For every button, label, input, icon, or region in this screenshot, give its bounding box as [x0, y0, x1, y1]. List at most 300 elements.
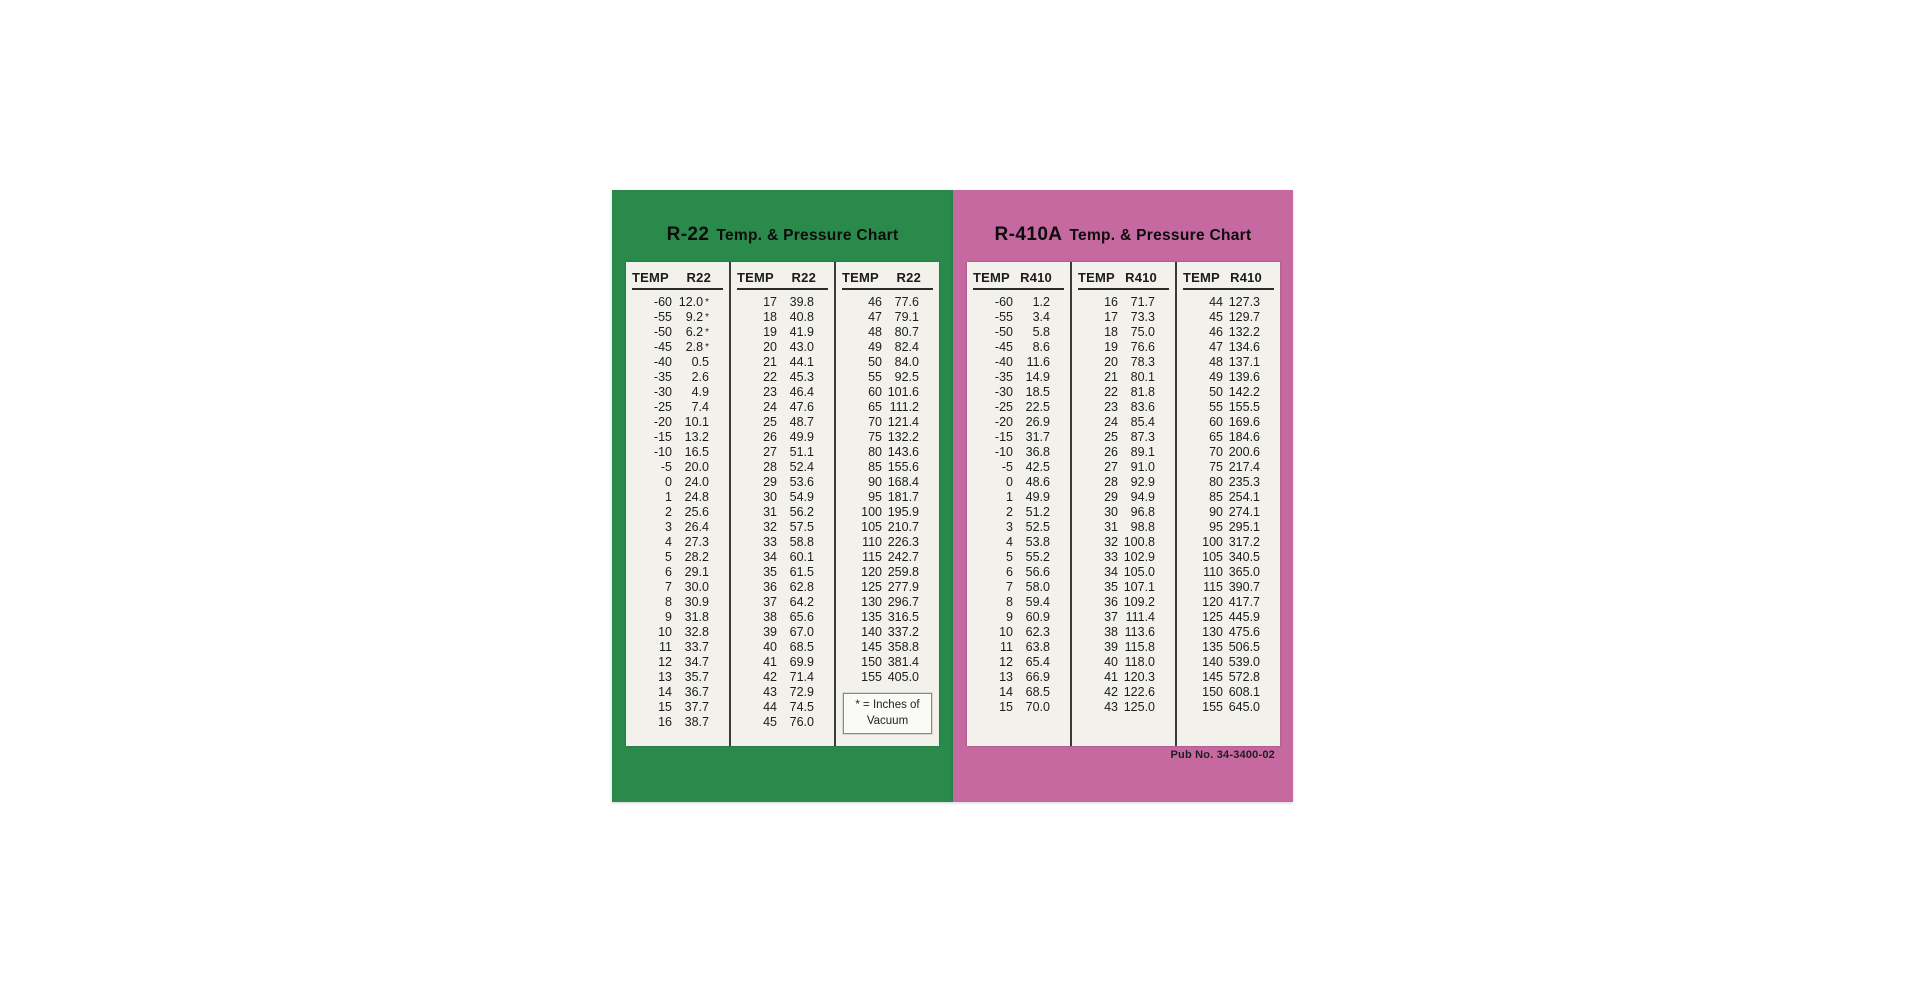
pressure-cell: 85.4: [1130, 415, 1155, 429]
table-row: [1078, 625, 1169, 640]
table-row: [632, 355, 723, 370]
temp-cell: 125: [1202, 610, 1223, 624]
pressure-cell: 76.6: [1130, 340, 1155, 354]
table-row: [973, 565, 1064, 580]
table-row: [1078, 700, 1169, 715]
table-row: [842, 445, 933, 460]
table-row: [632, 715, 723, 730]
table-row: [973, 535, 1064, 550]
pressure-cell: 41.9: [789, 325, 814, 339]
temp-cell: 22: [1104, 385, 1118, 399]
table-row: [842, 655, 933, 670]
table-row: [1183, 610, 1274, 625]
temp-cell: -15: [653, 430, 672, 444]
r410a-refrigerant-name: R-410A: [994, 224, 1063, 245]
temp-cell: -10: [653, 445, 672, 459]
table-row: [1078, 535, 1169, 550]
temp-cell: 13: [658, 670, 672, 684]
temp-cell: 33: [1104, 550, 1118, 564]
table-row: [632, 595, 723, 610]
pressure-cell: 381.4: [887, 655, 919, 669]
table-row: [842, 520, 933, 535]
table-row: [973, 625, 1064, 640]
table-row: [973, 430, 1064, 445]
r410a-column-group: [967, 262, 1070, 746]
temp-cell: 150: [1202, 685, 1223, 699]
table-row: [1183, 670, 1274, 685]
pressure-cell: 92.9: [1130, 475, 1155, 489]
table-row: [1078, 550, 1169, 565]
table-row: [632, 340, 723, 355]
table-row: [973, 610, 1064, 625]
table-row: [842, 505, 933, 520]
pressure-cell: 120.3: [1123, 670, 1155, 684]
table-row: [632, 445, 723, 460]
pressure-cell: 226.3: [887, 535, 919, 549]
table-row: [737, 430, 828, 445]
table-row: [737, 340, 828, 355]
pressure-cell: 200.6: [1228, 445, 1260, 459]
pressure-cell: 129.7: [1228, 310, 1260, 324]
temp-cell: 38: [763, 610, 777, 624]
pressure-cell: 57.5: [789, 520, 814, 534]
r22-chart-card: [612, 190, 953, 802]
pressure-cell: 49.9: [1025, 490, 1050, 504]
table-row: [1078, 460, 1169, 475]
pressure-cell: 296.7: [887, 595, 919, 609]
pressure-cell: 277.9: [887, 580, 919, 594]
pressure-cell: 105.0: [1123, 565, 1155, 579]
table-row: [973, 370, 1064, 385]
table-row: [973, 655, 1064, 670]
column-header: [1078, 268, 1169, 290]
pressure-cell: 27.3: [684, 535, 709, 549]
pressure-cell: 52.4: [789, 460, 814, 474]
pressure-cell: 24.8: [684, 490, 709, 504]
temp-cell: 28: [1104, 475, 1118, 489]
temp-cell: 48: [1209, 355, 1223, 369]
temp-cell: 43: [763, 685, 777, 699]
pressure-cell: 60.1: [789, 550, 814, 564]
table-row: [1078, 475, 1169, 490]
temp-cell: 44: [1209, 295, 1223, 309]
temp-cell: 9: [1006, 610, 1013, 624]
pressure-cell: 63.8: [1025, 640, 1050, 654]
publication-number: Pub No. 34-3400-02: [1170, 749, 1275, 761]
pressure-cell: 72.9: [789, 685, 814, 699]
pressure-cell: 56.6: [1025, 565, 1050, 579]
table-row: [973, 340, 1064, 355]
pressure-cell: 80.1: [1130, 370, 1155, 384]
pressure-cell: 36.8: [1025, 445, 1050, 459]
table-row: [1183, 700, 1274, 715]
temp-cell: 60: [868, 385, 882, 399]
pressure-cell: 60.9: [1025, 610, 1050, 624]
pressure-cell: 111.2: [889, 400, 919, 414]
table-row: [737, 355, 828, 370]
temp-cell: -40: [994, 355, 1013, 369]
table-row: [973, 295, 1064, 310]
temp-cell: 25: [1104, 430, 1118, 444]
pressure-cell: 92.5: [894, 370, 919, 384]
temp-cell: 35: [763, 565, 777, 579]
temp-cell: 3: [665, 520, 672, 534]
pressure-cell: 295.1: [1228, 520, 1260, 534]
pressure-cell: 118.0: [1124, 655, 1155, 669]
table-row: [737, 700, 828, 715]
pressure-cell: 102.9: [1123, 550, 1155, 564]
temp-cell: 5: [1006, 550, 1013, 564]
temp-cell: 27: [1104, 460, 1118, 474]
pressure-cell: 475.6: [1228, 625, 1260, 639]
temp-cell: 135: [861, 610, 882, 624]
temp-cell: 12: [999, 655, 1013, 669]
table-row: [973, 520, 1064, 535]
table-row: [737, 595, 828, 610]
temp-cell: 41: [763, 655, 777, 669]
table-row: [632, 505, 723, 520]
pressure-cell: 47.6: [789, 400, 814, 414]
table-row: [1078, 400, 1169, 415]
pressure-cell: 98.8: [1130, 520, 1155, 534]
pressure-cell: 83.6: [1130, 400, 1155, 414]
table-row: [1183, 535, 1274, 550]
table-row: [632, 475, 723, 490]
table-row: [632, 700, 723, 715]
table-row: [1183, 490, 1274, 505]
pressure-cell: 24.0: [684, 475, 709, 489]
table-row: [632, 565, 723, 580]
pressure-cell: 52.5: [1025, 520, 1050, 534]
table-row: [632, 685, 723, 700]
temp-cell: 65: [868, 400, 882, 414]
pressure-cell: 155.5: [1228, 400, 1260, 414]
pressure-cell: 142.2: [1228, 385, 1260, 399]
inches-of-vacuum-marker: *: [705, 297, 709, 308]
temp-cell: 55: [1209, 400, 1223, 414]
pressure-cell: 109.2: [1123, 595, 1155, 609]
pressure-cell: 29.1: [684, 565, 709, 579]
temp-cell: 35: [1104, 580, 1118, 594]
table-row: [1183, 325, 1274, 340]
table-row: [737, 385, 828, 400]
pressure-cell: 89.1: [1130, 445, 1155, 459]
table-row: [737, 445, 828, 460]
pressure-cell: 44.1: [789, 355, 814, 369]
temp-cell: 23: [1104, 400, 1118, 414]
temp-cell: 24: [1104, 415, 1118, 429]
pressure-cell: 38.7: [684, 715, 709, 729]
temp-cell: 80: [1209, 475, 1223, 489]
pressure-cell: 48.7: [789, 415, 814, 429]
table-row: [842, 475, 933, 490]
pressure-cell: 65.4: [1025, 655, 1050, 669]
inches-of-vacuum-marker: *: [705, 342, 709, 353]
temp-cell: 19: [1104, 340, 1118, 354]
table-row: [737, 670, 828, 685]
temp-cell: 21: [763, 355, 777, 369]
temp-cell: 25: [763, 415, 777, 429]
table-row: [1183, 385, 1274, 400]
temp-cell: 42: [763, 670, 777, 684]
temp-cell: -55: [653, 310, 672, 324]
pressure-cell: 317.2: [1228, 535, 1260, 549]
pressure-cell: 11.6: [1026, 355, 1050, 369]
pressure-cell: 84.0: [894, 355, 919, 369]
vacuum-note-line1: * = Inches of: [855, 699, 920, 711]
table-row: [842, 565, 933, 580]
pressure-cell: 70.0: [1025, 700, 1050, 714]
r22-title-suffix: Temp. & Pressure Chart: [716, 227, 899, 244]
temp-cell: 140: [1202, 655, 1223, 669]
table-row: [973, 400, 1064, 415]
table-row: [842, 460, 933, 475]
pressure-cell: 53.8: [1025, 535, 1050, 549]
table-row: [1183, 310, 1274, 325]
table-row: [1078, 430, 1169, 445]
table-row: [737, 640, 828, 655]
r22-card-title: [612, 224, 953, 246]
temp-cell: 4: [1006, 535, 1013, 549]
temp-cell: 135: [1202, 640, 1223, 654]
table-row: [737, 715, 828, 730]
inches-of-vacuum-marker: *: [705, 312, 709, 323]
temp-cell: 155: [1202, 700, 1223, 714]
pressure-cell: 25.6: [684, 505, 709, 519]
table-row: [632, 640, 723, 655]
pressure-cell: 78.3: [1130, 355, 1155, 369]
r410a-column-group: [1070, 262, 1175, 746]
pressure-cell: 572.8: [1228, 670, 1260, 684]
pressure-cell: 75.0: [1130, 325, 1155, 339]
temp-cell: 21: [1104, 370, 1118, 384]
table-row: [973, 415, 1064, 430]
table-row: [1183, 625, 1274, 640]
table-row: [973, 505, 1064, 520]
temp-cell: 39: [1104, 640, 1118, 654]
pressure-cell: 45.3: [789, 370, 814, 384]
pressure-cell: 82.4: [894, 340, 919, 354]
temp-cell: 90: [1209, 505, 1223, 519]
pressure-cell: 137.1: [1228, 355, 1260, 369]
temp-header: TEMP: [1183, 270, 1220, 285]
temp-cell: 9: [665, 610, 672, 624]
table-row: [1078, 685, 1169, 700]
pressure-cell: 445.9: [1228, 610, 1260, 624]
table-row: [737, 580, 828, 595]
pressure-cell: 69.9: [789, 655, 814, 669]
table-row: [973, 385, 1064, 400]
temp-cell: 17: [763, 295, 777, 309]
r410a-chart-card: [953, 190, 1293, 802]
table-row: [1078, 325, 1169, 340]
temp-cell: 65: [1209, 430, 1223, 444]
table-row: [842, 580, 933, 595]
pressure-cell: 62.3: [1025, 625, 1050, 639]
temp-header: TEMP: [632, 270, 669, 285]
temp-cell: 145: [1202, 670, 1223, 684]
temp-cell: 37: [1104, 610, 1118, 624]
table-row: [842, 595, 933, 610]
table-row: [973, 700, 1064, 715]
pressure-header: R22: [686, 270, 711, 285]
pressure-cell: 87.3: [1130, 430, 1155, 444]
temp-cell: 38: [1104, 625, 1118, 639]
table-row: [632, 625, 723, 640]
pressure-cell: 71.7: [1130, 295, 1155, 309]
temp-cell: 100: [1202, 535, 1223, 549]
temp-cell: 145: [861, 640, 882, 654]
pressure-cell: 62.8: [789, 580, 814, 594]
table-row: [1183, 445, 1274, 460]
pressure-cell: 1.2: [1032, 295, 1050, 309]
temp-cell: -30: [994, 385, 1013, 399]
temp-cell: 85: [1209, 490, 1223, 504]
temp-cell: -50: [653, 325, 672, 339]
pressure-cell: 36.7: [684, 685, 709, 699]
temp-cell: 14: [999, 685, 1013, 699]
temp-cell: 155: [861, 670, 882, 684]
r410a-column-group: [1175, 262, 1280, 746]
temp-cell: 55: [868, 370, 882, 384]
temp-cell: -60: [653, 295, 672, 309]
vacuum-note-line2: Vacuum: [866, 714, 909, 727]
temp-header: TEMP: [842, 270, 879, 285]
pressure-cell: 61.5: [789, 565, 814, 579]
pressure-cell: 184.6: [1228, 430, 1260, 444]
table-row: [1078, 505, 1169, 520]
table-row: [1078, 655, 1169, 670]
temp-cell: -30: [653, 385, 672, 399]
temp-header: TEMP: [737, 270, 774, 285]
temp-cell: 16: [658, 715, 672, 729]
table-row: [737, 535, 828, 550]
pressure-cell: 7.4: [691, 400, 709, 414]
pressure-cell: 134.6: [1228, 340, 1260, 354]
pressure-cell: 64.2: [789, 595, 814, 609]
pressure-cell: 22.5: [1025, 400, 1050, 414]
table-row: [1183, 580, 1274, 595]
temp-cell: 31: [763, 505, 777, 519]
temp-cell: 29: [1104, 490, 1118, 504]
pressure-cell: 37.7: [684, 700, 709, 714]
table-row: [1078, 595, 1169, 610]
pressure-cell: 195.9: [887, 505, 919, 519]
temp-cell: 22: [763, 370, 777, 384]
temp-cell: 48: [868, 325, 882, 339]
temp-cell: 70: [1209, 445, 1223, 459]
pressure-cell: 35.7: [684, 670, 709, 684]
temp-cell: 47: [1209, 340, 1223, 354]
temp-cell: 41: [1104, 670, 1118, 684]
table-row: [737, 490, 828, 505]
pressure-cell: 340.5: [1228, 550, 1260, 564]
temp-cell: 75: [868, 430, 882, 444]
table-row: [1078, 640, 1169, 655]
temp-cell: 29: [763, 475, 777, 489]
temp-cell: 12: [658, 655, 672, 669]
pressure-cell: 53.6: [789, 475, 814, 489]
temp-cell: -45: [653, 340, 672, 354]
pressure-cell: 59.4: [1025, 595, 1050, 609]
table-row: [1183, 550, 1274, 565]
pressure-header: R22: [791, 270, 816, 285]
table-row: [973, 445, 1064, 460]
pressure-cell: 417.7: [1228, 595, 1260, 609]
table-row: [737, 310, 828, 325]
temp-cell: 39: [763, 625, 777, 639]
pressure-cell: 506.5: [1228, 640, 1260, 654]
table-row: [973, 355, 1064, 370]
pressure-cell: 76.0: [789, 715, 814, 729]
table-row: [1183, 640, 1274, 655]
temp-cell: 7: [1006, 580, 1013, 594]
column-header: [842, 268, 933, 290]
table-row: [842, 535, 933, 550]
temp-cell: 1: [665, 490, 672, 504]
pressure-cell: 54.9: [789, 490, 814, 504]
table-row: [632, 550, 723, 565]
table-row: [973, 595, 1064, 610]
temp-cell: 10: [999, 625, 1013, 639]
pressure-cell: 34.7: [684, 655, 709, 669]
temp-cell: 6: [1006, 565, 1013, 579]
table-row: [1183, 595, 1274, 610]
temp-cell: 49: [1209, 370, 1223, 384]
table-row: [1078, 310, 1169, 325]
table-row: [973, 670, 1064, 685]
table-row: [842, 670, 933, 685]
temp-cell: 0: [665, 475, 672, 489]
table-row: [737, 550, 828, 565]
temp-cell: 3: [1006, 520, 1013, 534]
table-row: [632, 520, 723, 535]
pressure-cell: 79.1: [894, 310, 919, 324]
pressure-cell: 33.7: [684, 640, 709, 654]
table-row: [632, 670, 723, 685]
table-row: [632, 385, 723, 400]
pressure-cell: 56.2: [789, 505, 814, 519]
pressure-cell: 40.8: [789, 310, 814, 324]
pressure-cell: 67.0: [789, 625, 814, 639]
temp-cell: 40: [763, 640, 777, 654]
temp-cell: 37: [763, 595, 777, 609]
pressure-cell: 68.5: [789, 640, 814, 654]
temp-cell: 26: [1104, 445, 1118, 459]
table-row: [842, 355, 933, 370]
temp-cell: -40: [653, 355, 672, 369]
temp-cell: 20: [763, 340, 777, 354]
table-row: [737, 370, 828, 385]
table-row: [1078, 415, 1169, 430]
temp-cell: -55: [994, 310, 1013, 324]
pressure-cell: 30.9: [684, 595, 709, 609]
table-row: [632, 325, 723, 340]
temp-cell: 85: [868, 460, 882, 474]
table-row: [973, 550, 1064, 565]
temp-cell: 11: [659, 640, 672, 654]
table-row: [737, 400, 828, 415]
pressure-cell: 74.5: [789, 700, 814, 714]
table-row: [1078, 670, 1169, 685]
table-row: [632, 400, 723, 415]
table-row: [1078, 370, 1169, 385]
temp-cell: 8: [665, 595, 672, 609]
table-row: [737, 685, 828, 700]
pressure-cell: 645.0: [1228, 700, 1260, 714]
temp-cell: 120: [861, 565, 882, 579]
column-header: [973, 268, 1064, 290]
